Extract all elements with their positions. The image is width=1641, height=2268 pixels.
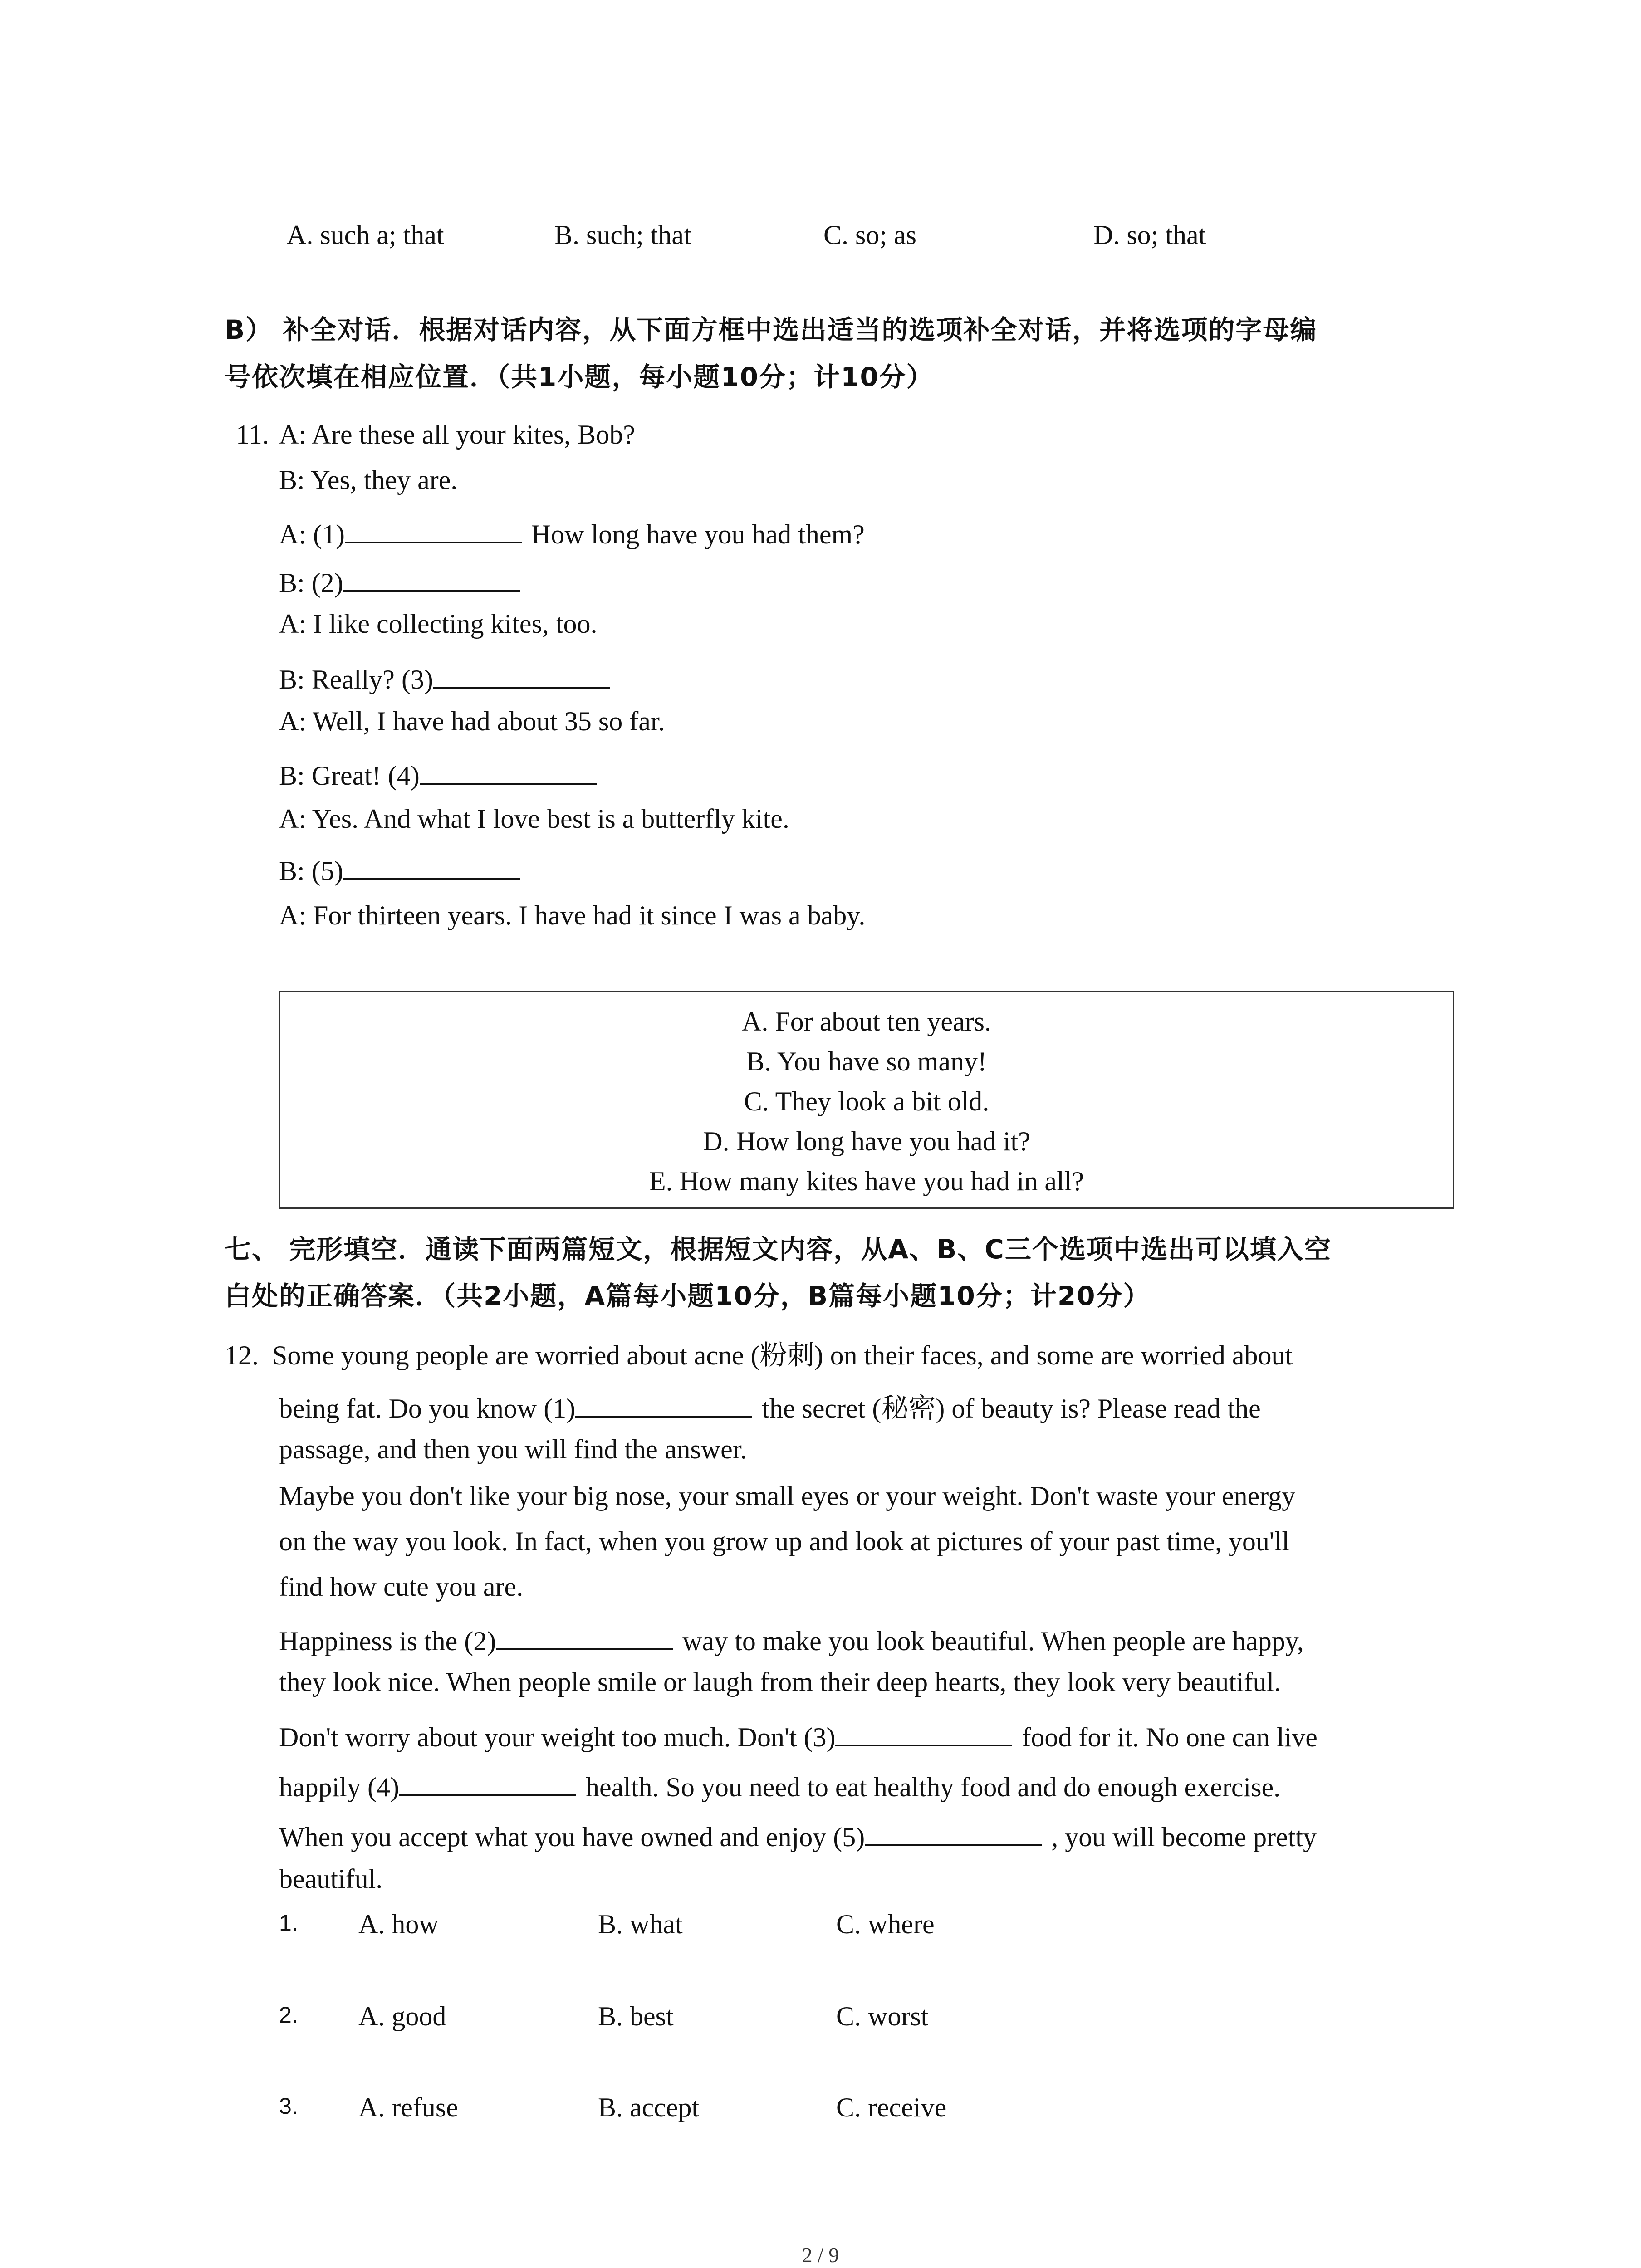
q12-line-text: Happiness is the (2) (279, 1626, 496, 1656)
q11-line (279, 758, 599, 789)
q12-line (279, 1819, 1317, 1851)
q12-line: beautiful. (279, 1864, 383, 1894)
box-option: E. How many kites have you had in all? (649, 1166, 1084, 1196)
cloze-blank-4[interactable] (399, 1769, 576, 1796)
answer-blank-2[interactable] (343, 565, 520, 592)
choice-b: B. best (598, 2001, 674, 2031)
q12-line-text: happily (4) (279, 1772, 399, 1802)
page-number: 2 / 9 (802, 2244, 839, 2267)
q10-option-c: C. so; as (823, 220, 917, 250)
q12-number: 12. (225, 1340, 259, 1370)
cloze-blank-3[interactable] (835, 1719, 1012, 1746)
options-box (279, 991, 1454, 1209)
q11-line: A: I like collecting kites, too. (279, 609, 598, 639)
q12-line-text: , you will become pretty (1044, 1822, 1317, 1852)
section-b-heading-line2: 号依次填在相应位置．（共1小题，每小题10分；计10分） (225, 362, 934, 392)
q10-option-d: D. so; that (1093, 220, 1206, 250)
q11-line (279, 516, 865, 548)
q11-line: A: Well, I have had about 35 so far. (279, 706, 665, 736)
answer-blank-4[interactable] (420, 758, 597, 785)
box-option: A. For about ten years. (742, 1007, 991, 1036)
q11-line: A: For thirteen years. I have had it since I was a baby. (279, 900, 866, 930)
q12-choice-row (0, 1911, 1641, 1942)
q12-line: they look nice. When people smile or laugh from their deep hearts, they look very beautiful. (279, 1667, 1281, 1697)
cloze-blank-2[interactable] (496, 1623, 673, 1650)
q11-line: A: Are these all your kites, Bob? (279, 420, 635, 450)
q12-line-text: health. So you need to eat healthy food and do enough exercise. (578, 1772, 1281, 1802)
q12-line-text: being fat. Do you know (1) (279, 1393, 576, 1423)
q12-line (279, 1623, 1304, 1655)
q12-line: passage, and then you will find the answer. (279, 1434, 747, 1464)
answer-blank-3[interactable] (433, 661, 610, 689)
cloze-blank-5[interactable] (865, 1819, 1042, 1846)
box-option: C. They look a bit old. (744, 1086, 989, 1116)
section-7-heading-line1: 七、 完形填空．通读下面两篇短文，根据短文内容，从A、B、C三个选项中选出可以填入空 (225, 1234, 1332, 1265)
choice-number: 2. (279, 2002, 298, 2028)
q10-option-a: A. such a; that (287, 220, 444, 250)
q11-line (279, 565, 523, 596)
q11-line-text: B: (5) (279, 856, 343, 886)
q11-number: 11. (236, 420, 269, 450)
choice-b: B. what (598, 1909, 683, 1939)
q12-line (279, 1719, 1318, 1751)
choice-number: 1. (279, 1910, 298, 1936)
q12-line-text: the secret (秘密) of beauty is? Please read the (755, 1393, 1261, 1423)
q11-line-text: How long have you had them? (524, 519, 865, 549)
section-7-heading-line2: 白处的正确答案．（共2小题，A篇每小题10分，B篇每小题10分；计20分） (225, 1281, 1151, 1311)
q12-line: on the way you look. In fact, when you grow up and look at pictures of your past time, you'll (279, 1526, 1290, 1556)
q11-line: B: Yes, they are. (279, 465, 458, 495)
q11-line (279, 853, 523, 885)
q11-line-text: A: (1) (279, 519, 345, 549)
choice-c: C. worst (836, 2001, 929, 2031)
q12-choice-row (0, 2094, 1641, 2126)
box-option: B. You have so many! (746, 1046, 987, 1076)
q12-line-text: Don't worry about your weight too much. Don't (3) (279, 1722, 836, 1752)
q12-line: Maybe you don't like your big nose, your small eyes or your weight. Don't waste your energy (279, 1481, 1296, 1511)
q12-choice-row (0, 2003, 1641, 2034)
q11-line (279, 661, 613, 693)
choice-b: B. accept (598, 2092, 700, 2122)
answer-blank-5[interactable] (343, 853, 520, 880)
choice-a: A. refuse (358, 2092, 458, 2122)
q11-line-text: B: (2) (279, 568, 343, 598)
cloze-blank-1[interactable] (575, 1390, 752, 1418)
q12-line: Some young people are worried about acne (粉刺) on their faces, and some are worried about (272, 1340, 1293, 1370)
choice-c: C. where (836, 1909, 935, 1939)
q12-line: find how cute you are. (279, 1572, 524, 1602)
box-option: D. How long have you had it? (703, 1126, 1030, 1156)
q12-line-text: way to make you look beautiful. When people are happy, (676, 1626, 1304, 1656)
q11-line-text: B: Great! (4) (279, 761, 420, 791)
q11-line-text: B: Really? (3) (279, 665, 433, 694)
q11-line: A: Yes. And what I love best is a butterfly kite. (279, 804, 789, 834)
section-b-heading-line1: B） 补全对话．根据对话内容，从下面方框中选出适当的选项补全对话，并将选项的字母编 (225, 314, 1318, 345)
choice-c: C. receive (836, 2092, 947, 2122)
q12-line (279, 1390, 1261, 1422)
choice-a: A. good (358, 2001, 446, 2031)
q12-line-text: When you accept what you have owned and enjoy (5) (279, 1822, 865, 1852)
q12-line (279, 1769, 1280, 1801)
choice-a: A. how (358, 1909, 439, 1939)
q10-options (0, 221, 1641, 253)
choice-number: 3. (279, 2093, 298, 2119)
answer-blank-1[interactable] (345, 516, 522, 543)
q12-line-text: food for it. No one can live (1015, 1722, 1318, 1752)
q10-option-b: B. such; that (554, 220, 691, 250)
